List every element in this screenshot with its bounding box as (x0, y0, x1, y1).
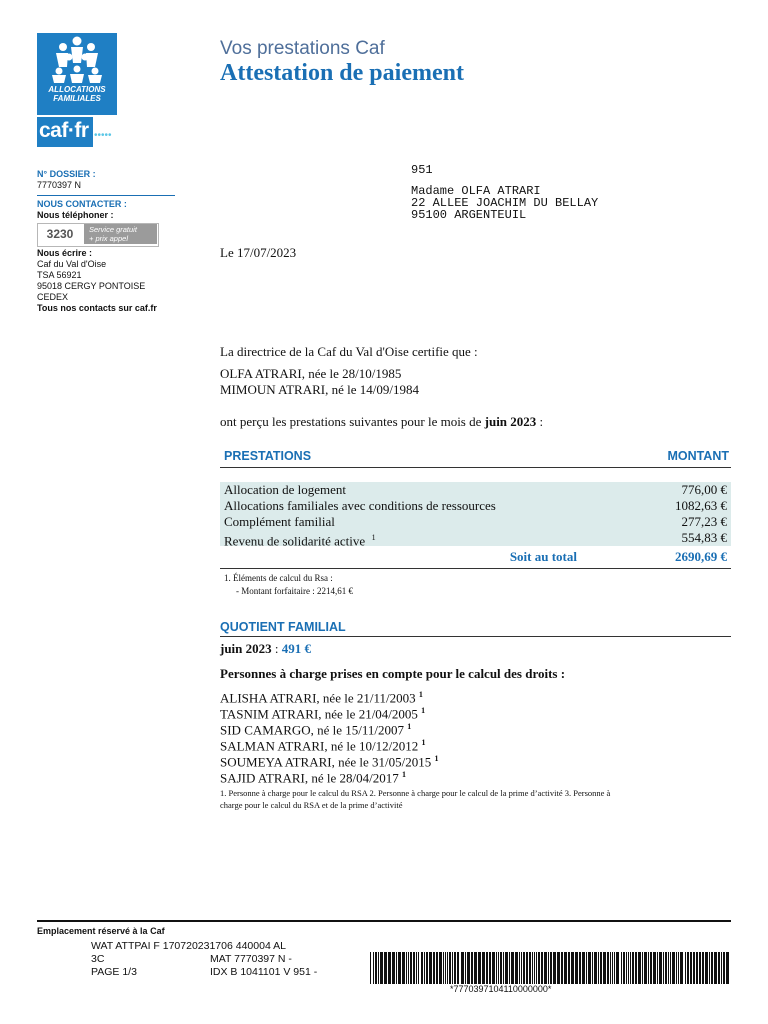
prestation-footnote-ref: 1 (371, 533, 376, 542)
received-suffix: : (536, 414, 544, 429)
address-line-3: 95018 CERGY PONTOISE (37, 281, 146, 291)
dependent-name: SALMAN ATRARI, né le 10/12/2012 (220, 738, 419, 754)
prestation-label (224, 530, 376, 549)
address-line-2: TSA 56921 (37, 270, 82, 280)
total-label: Soit au total (509, 549, 577, 564)
recipient-street: 22 ALLEE JOACHIM DU BELLAY (411, 196, 599, 210)
footer-divider (37, 920, 731, 922)
footer-code-line-2b: MAT 7770397 N - (210, 953, 292, 965)
page-number: PAGE 1/3 (91, 966, 137, 978)
dependent-footnote-ref: 1 (407, 722, 412, 731)
footer-code-line-2a: 3C (91, 953, 105, 965)
phone-tariff (84, 224, 157, 244)
total-amount: 2690,69 € (675, 549, 727, 564)
qf-value: 491 € (281, 641, 312, 656)
received-prefix: ont perçu les prestations suivantes pour le mois de (220, 414, 485, 429)
recipient-city: 95100 ARGENTEUIL (411, 208, 527, 222)
qf-footnote-2: charge pour le calcul du RSA et de la prime d’activité (220, 800, 403, 810)
received-month: juin 2023 (484, 414, 537, 429)
qf-divider (220, 636, 731, 637)
dossier-label: N° DOSSIER : (37, 169, 96, 179)
dependent-footnote-ref: 1 (421, 738, 426, 747)
prestation-label: Allocation de logement (224, 482, 347, 497)
qf-month: juin 2023 (220, 641, 272, 656)
family-emblem-icon (37, 33, 117, 88)
qf-footnote-1: 1. Personne à charge pour le calcul du RSA 2. Personne à charge pour le calcul de la prime d’activité 3. Personne à (220, 788, 611, 798)
total-divider (220, 568, 731, 569)
dependent-name: SAJID ATRARI, né le 28/04/2017 (220, 770, 399, 786)
dependent-footnote-ref: 1 (402, 770, 406, 779)
footer-code-line-3b: IDX B 1041101 V 951 - (210, 966, 318, 978)
prestation-label: Complément familial (224, 514, 335, 529)
document-date: Le 17/07/2023 (220, 245, 297, 260)
beneficiary-2: MIMOUN ATRARI, né le 14/09/1984 (220, 382, 419, 397)
dependent-item (220, 767, 406, 785)
phone-number: 3230 (46, 227, 74, 241)
header-divider (220, 467, 731, 468)
prestation-amount: 776,00 € (681, 482, 727, 497)
contact-label: NOUS CONTACTER : (37, 199, 127, 209)
prestation-row (220, 498, 731, 514)
dependent-name: SID CAMARGO, né le 15/11/2007 (220, 722, 405, 738)
logo-line-2: FAMILIALES (53, 94, 101, 103)
prestation-row (220, 482, 731, 498)
address-line-1: Caf du Val d'Oise (37, 259, 107, 269)
prestation-amount: 277,23 € (681, 514, 727, 529)
brand-dots-icon: ••••• (94, 130, 112, 141)
caf-fr-brand: caf·fr (39, 119, 89, 142)
qf-title: QUOTIENT FAMILIAL (220, 620, 346, 634)
dependent-name: SOUMEYA ATRARI, née le 31/05/2015 (220, 754, 432, 770)
header-subtitle: Vos prestations Caf (220, 38, 385, 59)
dossier-number: 7770397 N (37, 180, 82, 190)
phone-tariff-line-2: + prix appel (89, 234, 128, 243)
recipient-code: 951 (411, 163, 433, 177)
footer-code-line-1: WAT ATTPAI F 170720231706 440004 AL (91, 940, 286, 952)
prestation-label-text: Revenu de solidarité active (224, 533, 366, 549)
prestation-row (220, 514, 731, 530)
qf-separator: : (271, 641, 282, 656)
phone-label: Nous téléphoner : (37, 210, 114, 220)
prestation-row (220, 530, 731, 549)
prestations-header: PRESTATIONS (224, 449, 312, 463)
dependent-footnote-ref: 1 (418, 690, 423, 699)
contacts-link[interactable]: Tous nos contacts sur caf.fr (37, 303, 157, 313)
persons-title: Personnes à charge prises en compte pour le calcul des droits : (220, 666, 566, 681)
page-title: Attestation de paiement (220, 60, 464, 86)
certification-intro: La directrice de la Caf du Val d'Oise certifie que : (220, 344, 478, 359)
dependent-name: ALISHA ATRARI, née le 21/11/2003 (220, 690, 416, 706)
recipient-name: Madame OLFA ATRARI (411, 184, 541, 198)
dependent-footnote-ref: 1 (434, 754, 439, 763)
prestation-amount: 554,83 € (681, 530, 727, 545)
logo-line-1: ALLOCATIONS (48, 85, 106, 94)
received-statement (220, 414, 543, 429)
dependent-footnote-ref: 1 (421, 706, 426, 715)
qf-value-line (220, 641, 311, 656)
phone-tariff-line-1: Service gratuit (89, 225, 137, 234)
reserved-label: Emplacement réservé à la Caf (37, 926, 165, 936)
write-label: Nous écrire : (37, 248, 93, 258)
divider (37, 195, 175, 196)
address-line-4: CEDEX (37, 292, 69, 302)
prestation-amount: 1082,63 € (675, 498, 727, 513)
dependent-name: TASNIM ATRARI, née le 21/04/2005 (220, 706, 418, 722)
barcode-icon (370, 952, 732, 984)
beneficiary-1: OLFA ATRARI, née le 28/10/1985 (220, 366, 402, 381)
barcode-text: *7770397104110000000* (450, 984, 552, 994)
rsa-note: 1. Éléments de calcul du Rsa : (224, 573, 333, 583)
logo-wordmark (37, 85, 117, 103)
amount-header: MONTANT (667, 449, 729, 463)
prestation-label: Allocations familiales avec conditions de ressources (224, 498, 496, 513)
rsa-forfait: - Montant forfaitaire : 2214,61 € (236, 586, 353, 596)
